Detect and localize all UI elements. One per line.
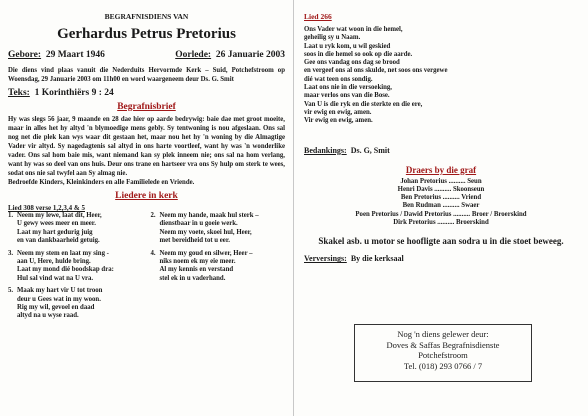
- verse-line: deur u Gees wat in my woon.: [17, 295, 101, 303]
- funeral-service-line: Nog 'n diens gelewer deur:: [397, 329, 489, 339]
- letter-body: Hy was slegs 56 jaar, 9 maande en 28 dae hier op aarde bedrywig: baie dae met groot moeite, maar in alles het hy altyd 'n blymoedige mens gebly. Sy tentwoning is nou afgeslaan. Ons sal nog net die plek kan wys waar dit gestaan het, maar nou het hy 'n woning by die Almagtige Vader vir altyd. Sy nagedagtenis sal altyd in ons harte voortleef, want hy was 'n wonderlike vader. Ons sal hom baie mis, want niemand kan sy plek inneem nie; ons sal na hom verlang, want hy was so deel van ons huis. Deur ons trane en hartseer vra ons Sy hulp om sterk te wees, sodat ons nie sal twyfel aan Sy almag nie.: [8, 116, 285, 177]
- born-group: [8, 50, 105, 60]
- service-info: Die diens vind plaas vanuit die Nederduits Hervormde Kerk – Suid, Potchefstroom op Woensdag, 29 Januarie 2003 om 11h00 en word waargeneem deur Ds. G. Smit: [8, 67, 285, 83]
- verse-number: 2.: [150, 212, 156, 219]
- hymn-line: soos in die hemel so ook op die aarde.: [304, 50, 413, 58]
- verses-column-left: [8, 212, 143, 325]
- thanks-row: [304, 146, 578, 155]
- verse-lines: [17, 287, 102, 321]
- bearer-entry: Dirk Pretorius .......... Broerskind: [393, 219, 489, 227]
- verse-lines: [17, 250, 114, 284]
- letter-signoff: Bedroefde Kinders, Kleinkinders en alle Familielede en Vriende.: [8, 179, 195, 186]
- funeral-service-line: Tel. (018) 293 0766 / 7: [403, 360, 483, 371]
- hymn-line: vir ewig en ewig, amen.: [304, 108, 372, 116]
- verse-line: Rig my wil, gevoel en daad: [17, 304, 95, 312]
- died-group: [175, 50, 285, 60]
- verse-line: Laat my hart gedurig juig: [17, 228, 93, 236]
- refreshments-row: [304, 254, 578, 263]
- verse-line: Maak my hart vir U tot troon: [17, 287, 103, 295]
- bearers-title: Draers by die graf: [405, 164, 477, 175]
- verse-line: Neem my voete, skoei hul, Heer,: [159, 228, 252, 236]
- hymn-line: Laat u ryk kom, u wil geskied: [304, 42, 391, 50]
- verse-lines: [17, 212, 102, 246]
- letter-title: Begrafnisbrief: [117, 102, 176, 112]
- died-value: 26 Januarie 2003: [215, 50, 285, 60]
- verse-line: Neem my goud en silwer, Heer –: [159, 249, 253, 257]
- songs-title: Liedere in kerk: [115, 191, 178, 201]
- refreshments-value: By die kerksaal: [350, 254, 404, 264]
- hymn-266-text: [304, 26, 578, 126]
- dates-row: [8, 50, 285, 60]
- hymn-266-title: Lied 266: [304, 12, 332, 21]
- verse-number: 5.: [8, 287, 14, 295]
- thanks-value: Ds. G, Smit: [350, 145, 390, 155]
- hymn-line: Van U is die ryk en die sterkte en die ere,: [304, 100, 423, 108]
- verse-line: en van dankbaarheid getuig.: [17, 237, 100, 245]
- bearer-entry: Ben Pretorius .......... Vriend: [400, 194, 482, 202]
- verse-line: Neem my lewe, laat dit, Heer,: [17, 212, 102, 219]
- verse-line: dienstbaar in u goeie werk.: [159, 220, 238, 228]
- bearer-entry: Poen Pretorius / Dawid Pretorius .......... Broer / Broerskind: [355, 210, 527, 218]
- hymn-line: Laat ons nie in die versoeking,: [304, 84, 392, 92]
- hymn-verse: [151, 250, 286, 284]
- verse-line: Hul sal vind wat na U vra.: [17, 274, 94, 282]
- hymn-line: Gee ons vandag ons dag se brood: [304, 59, 400, 67]
- thanks-label: Bedankings:: [304, 145, 347, 155]
- hymn-verse: [8, 250, 143, 284]
- hymn-308-title: Lied 308 verse 1,2,3,4 & 5: [8, 204, 85, 212]
- hymn-308-verses: [8, 212, 285, 325]
- hymn-line: geheilig sy u Naam.: [304, 34, 361, 42]
- bearers-list: [304, 178, 578, 228]
- headlights-notice: Skakel asb. u motor se hoofligte aan sodra u in die stoet beweeg.: [318, 236, 564, 247]
- verse-line: Laat my mond dié boodskap dra:: [17, 266, 114, 274]
- verse-number: 3.: [8, 249, 14, 257]
- verse-line: altyd na u wyse raad.: [17, 312, 79, 320]
- left-panel: [0, 0, 293, 416]
- hymn-line: maar verlos ons van die Bose.: [304, 92, 390, 100]
- program-header: BEGRAFNISDIENS VAN: [104, 12, 189, 21]
- deceased-name: Gerhardus Petrus Pretorius: [57, 26, 236, 42]
- verse-line: aan U, Here, hulde bring.: [17, 258, 91, 266]
- born-value: 29 Maart 1946: [45, 50, 105, 60]
- hymn-verse: [8, 287, 143, 321]
- scripture-value: 1 Korinthiërs 9 : 24: [34, 88, 114, 98]
- hymn-line: en vergeef ons al ons skulde, net soos ons vergewe: [304, 67, 448, 75]
- bearer-entry: Henri Davis .......... Skoonseun: [397, 185, 485, 193]
- verse-line: Neem my hande, maak hul sterk –: [159, 212, 259, 219]
- bearer-entry: Ben Rudman .......... Swaer: [402, 202, 480, 210]
- scripture-label: Teks:: [8, 88, 30, 98]
- hymn-line: Ons Vader wat woon in die hemel,: [304, 26, 403, 33]
- verse-lines: [160, 212, 259, 246]
- born-label: Gebore:: [8, 50, 42, 60]
- verse-lines: [160, 250, 253, 284]
- verse-line: met bereidheid tot u eer.: [159, 237, 230, 245]
- scripture-row: [8, 88, 285, 98]
- verse-line: stel ek in u vaderhand.: [159, 274, 226, 282]
- verse-number: 1.: [8, 212, 14, 219]
- right-panel: [294, 0, 588, 416]
- hymn-line: Vir ewig en ewig, amen.: [304, 117, 373, 125]
- verse-number: 4.: [150, 249, 156, 257]
- funeral-service-box: [354, 324, 532, 382]
- bearer-entry: Johan Pretorius .......... Seun: [400, 177, 482, 185]
- refreshments-label: Verversings:: [304, 254, 347, 264]
- verse-line: U gewy wees meer en meer.: [17, 220, 96, 228]
- verse-line: niks noem ek my eie meer.: [159, 258, 236, 266]
- hymn-line: dié wat teen ons sondig.: [304, 75, 373, 83]
- funeral-service-line: Potchefstroom: [418, 350, 468, 360]
- funeral-service-line: Doves & Saffas Begrafnisdienste: [386, 339, 500, 350]
- verse-line: Neem my stem en laat my sing -: [17, 249, 109, 257]
- verses-column-right: [151, 212, 286, 325]
- verse-line: Al my kennis en verstand: [159, 266, 234, 274]
- died-label: Oorlede:: [175, 50, 212, 60]
- hymn-verse: [151, 212, 286, 246]
- hymn-verse: [8, 212, 143, 246]
